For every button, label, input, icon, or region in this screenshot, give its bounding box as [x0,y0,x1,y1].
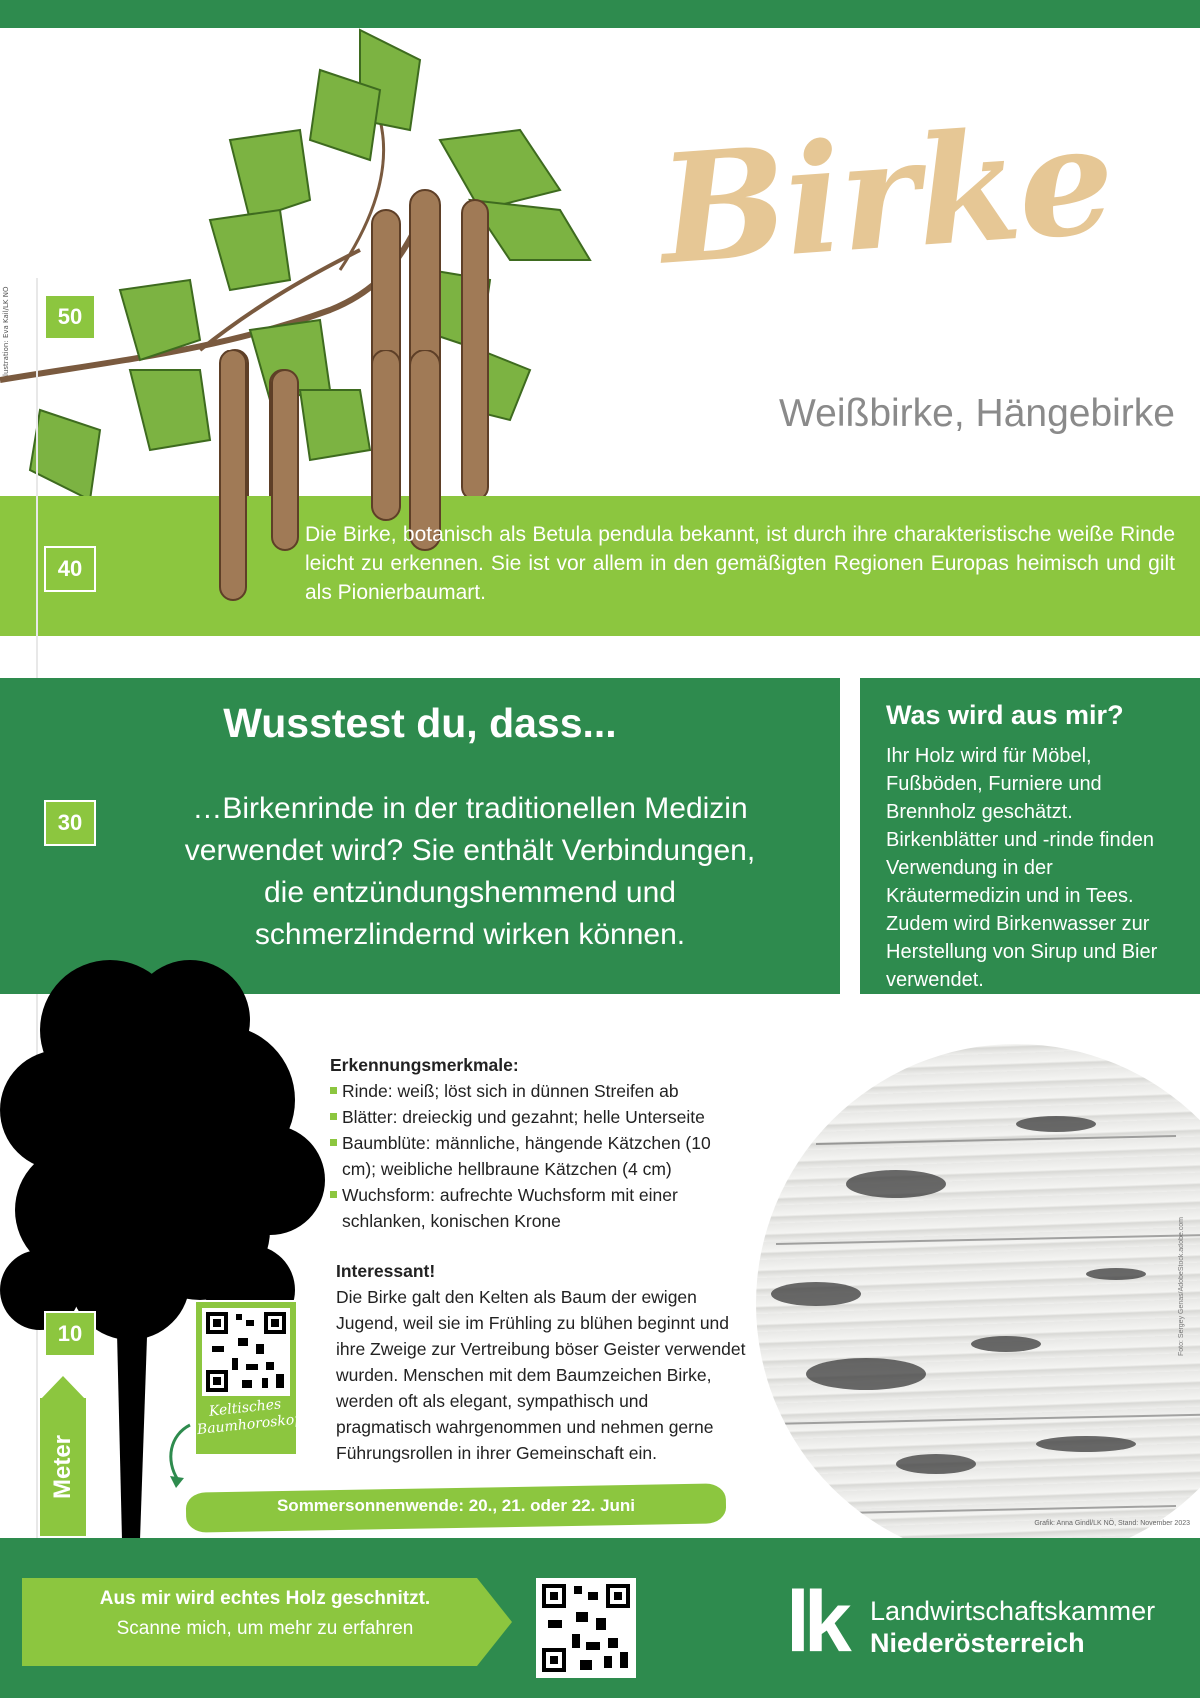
meter-label-text: Meter [49,1434,76,1500]
birch-bark-photo [756,1044,1200,1564]
footer-qr-code[interactable] [536,1578,636,1678]
horoscope-qr-code[interactable] [202,1308,290,1396]
bark-texture [756,1044,1200,1564]
meter-mark-50: 50 [44,294,96,340]
feature-item: Blätter: dreieckig und gezahnt; helle Unterseite [330,1104,730,1130]
lk-logo: lk [786,1574,846,1670]
solstice-text: Sommersonnenwende: 20., 21. oder 22. Juni [276,1496,636,1515]
page-title: Birke [654,91,1118,299]
meter-label [40,1398,86,1536]
meter-mark-40: 40 [44,546,96,592]
interesting-block [336,1258,746,1466]
usage-title: Was wird aus mir? [886,700,1124,730]
meter-arrow-icon [40,1376,86,1400]
usage-text: Ihr Holz wird für Möbel, Fußböden, Furniere und Brennholz geschätzt. Birkenblätter und -rinde finden Verwendung in der Kräutermedizin und in Tees. Zudem wird Birkenwasser zur Herstellung von Sirup und Bier verwendet. [886,745,1158,991]
interesting-text: Die Birke galt den Kelten als Baum der ewigen Jugend, weil sie im Frühling zu blühen beginnt und ihre Zweige zur Vertreibung böser Geister verwendet wurden. Menschen mit dem Baumzeichen Birke, werden oft als elegant, sympathisch und pragmatisch wahrgenommen und nehmen gerne Führungsrollen in ihrer Gemeinschaft ein. [336,1287,746,1463]
intro-text: Die Birke, botanisch als Betula pendula bekannt, ist durch ihre charakteristische weiße Rinde leicht zu erkennen. Sie ist vor allem in den gemäßigten Regionen Europas heimisch und gilt als Pionierbaumart. [305,523,1175,604]
fact-text: …Birkenrinde in der traditionellen Medizin verwendet wird? Sie enthält Verbindungen, die entzündungshemmend und schmerzlindernd wirken können. [184,792,756,951]
horoscope-label[interactable]: Keltisches Baumhoroskop [196,1396,304,1439]
scan-headline: Aus mir wird echtes Holz geschnitzt. [99,1588,431,1609]
org-name-line1: Landwirtschaftskammer [870,1596,1156,1626]
features-title: Erkennungsmerkmale: [330,1055,519,1075]
page-subtitle: Weißbirke, Hängebirke [779,392,1175,435]
graphic-credit: Grafik: Anna Gindl/LK NÖ, Stand: November 2023 [1034,1520,1190,1527]
interesting-title: Interessant! [336,1261,436,1281]
org-name-line2: Niederösterreich [870,1628,1085,1658]
curved-arrow-icon [160,1420,200,1490]
feature-item: Rinde: weiß; löst sich in dünnen Streifen ab [330,1078,730,1104]
illustration-credit: Illustration: Eva Kail/LK NÖ [2,286,10,380]
meter-mark-10: 10 [44,1311,96,1357]
photo-credit: Foto: Sergey Genas/AdobeStock.adobe.com [1178,1217,1185,1356]
feature-item: Wuchsform: aufrechte Wuchsform mit einer schlanken, konischen Krone [330,1182,730,1234]
meter-mark-30: 30 [44,800,96,846]
features-block [330,1052,730,1234]
feature-item: Baumblüte: männliche, hängende Kätzchen (10 cm); weibliche hellbraune Kätzchen (4 cm) [330,1130,730,1182]
scan-subline: Scanne mich, um mehr zu erfahren [116,1618,414,1639]
fact-title: Wusstest du, dass... [223,700,617,746]
